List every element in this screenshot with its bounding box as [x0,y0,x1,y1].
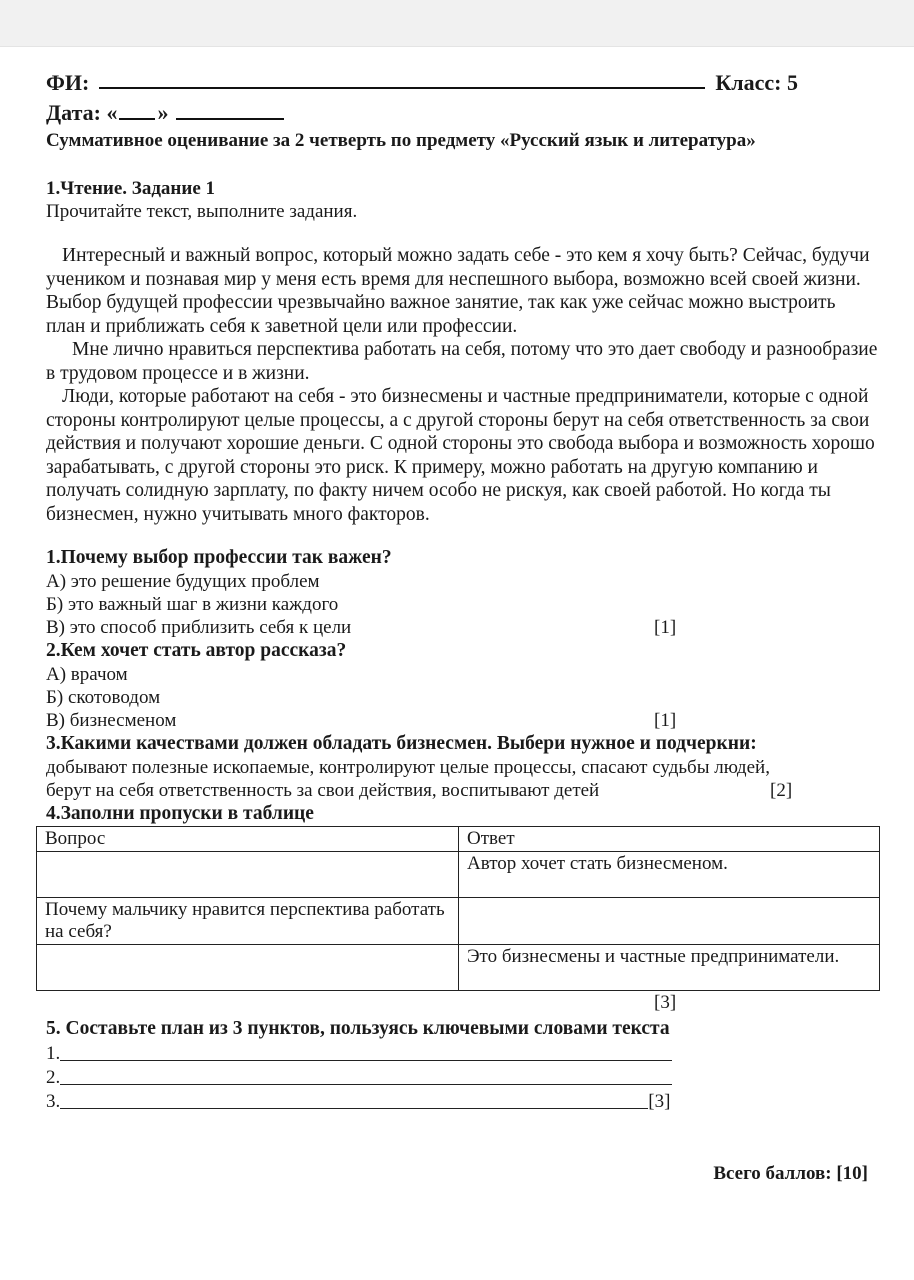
plan-answer-line [60,1108,648,1109]
paragraph: Люди, которые работают на себя - это бизнесмены и частные предприниматели, которые с одной стороны контролируют целые процессы, а с другой стороны берут на себя ответственность за свои действия и получают хорошие деньги. С одной стороны это свобода выбора и возможность хорошо зарабатывать, с другой стороны это риск. К примеру, можно работать на другую компанию и получать солидную зарплату, по факту ничем особо не рискуя, как своей работой. Но когда ты бизнесмен, нужно учитывать много факторов. [46,386,875,525]
name-label: ФИ: [46,70,90,95]
plan-item-3[interactable] [46,1089,878,1113]
table-cell-question: Почему мальчику нравится перспектива работать на себя? [37,898,459,945]
date-quote-close: » [157,100,169,125]
table-cell-question[interactable] [37,945,459,991]
option-b: Б) скотоводом [46,687,161,708]
score-badge: [1] [654,617,677,638]
option-b: Б) это важный шаг в жизни каждого [46,594,339,615]
reading-section-title: 1.Чтение. Задание 1 [46,178,216,199]
name-blank-line [99,87,705,89]
class-label: Класс: 5 [715,70,798,95]
question-1 [46,546,878,639]
option-c [46,616,878,639]
plan-item-number: 1. [46,1043,61,1064]
plan-item-number: 2. [46,1067,61,1088]
score-badge: [2] [770,780,793,801]
table-header-row [37,827,880,852]
plan-answer-line [60,1060,672,1061]
answer-table [36,826,880,991]
question-2 [46,639,878,732]
paragraph: Мне лично нравиться перспектива работать на себя, потому что это дает свободу и разнообразие в трудовом процессе и в жизни. [46,339,878,384]
table-cell-answer: Автор хочет стать бизнесменом. [459,852,880,898]
table-cell-question[interactable] [37,852,459,898]
cut-off-text-fragment [46,1228,158,1234]
option-c-text: В) бизнесменом [46,710,177,731]
reading-instruction: Прочитайте текст, выполните задания. [46,201,358,222]
paragraph: Интересный и важный вопрос, который можно задать себе - это кем я хочу быть? Сейчас, будучи учеником и познавая мир у меня есть время для неспешного выбора, возможно всей своей жизни. Выбор будущей профессии чрезвычайно важное занятие, так как уже сейчас можно выстроить план и приближать себя к заветной цели или профессии. [46,245,870,337]
assessment-title: Суммативное оценивание за 2 четверть по предмету «Русский язык и литература» [46,130,756,151]
total-score: Всего баллов: [10] [713,1163,868,1184]
viewer-top-bar [0,0,914,47]
question-5-title: 5. Составьте план из 3 пунктов, пользуясь ключевыми словами текста [46,1018,670,1039]
question-1-title: 1.Почему выбор профессии так важен? [46,547,392,568]
question-3 [46,732,878,802]
score-badge: [3] [654,992,677,1013]
question-3-choices-line-1: добывают полезные ископаемые, контролируют целые процессы, спасают судьбы людей, [46,757,770,778]
option-c-text: В) это способ приблизить себя к цели [46,617,352,638]
question-4 [46,802,878,1015]
table-row [37,945,880,991]
question-3-title: 3.Какими качествами должен обладать бизнесмен. Выбери нужное и подчеркни: [46,733,757,754]
plan-item-number: 3. [46,1091,61,1112]
worksheet-page [46,62,878,1113]
question-4-score-row [46,991,878,1015]
option-c [46,709,878,732]
name-row [46,62,878,96]
column-header-question: Вопрос [37,827,459,852]
date-label: Дата: « [46,100,118,125]
question-4-title: 4.Заполни пропуски в таблице [46,803,314,824]
column-header-answer: Ответ [459,827,880,852]
table-row [37,852,880,898]
plan-answer-line [60,1084,672,1085]
question-3-choices-line-2 [46,779,878,802]
question-3-choices-text: берут на себя ответственность за свои действия, воспитывают детей [46,780,600,801]
question-5 [46,1017,878,1113]
date-row [46,96,878,126]
plan-item-1[interactable] [46,1041,878,1065]
question-2-title: 2.Кем хочет стать автор рассказа? [46,640,347,661]
option-a: А) это решение будущих проблем [46,571,320,592]
table-row [37,898,880,945]
option-a: А) врачом [46,664,128,685]
score-badge: [1] [654,710,677,731]
date-month-blank [176,118,284,120]
table-cell-answer: Это бизнесмены и частные предприниматели. [459,945,880,991]
plan-item-2[interactable] [46,1065,878,1089]
reading-text [46,244,878,526]
date-day-blank [119,118,155,120]
table-cell-answer[interactable] [459,898,880,945]
score-badge: [3] [648,1091,671,1112]
